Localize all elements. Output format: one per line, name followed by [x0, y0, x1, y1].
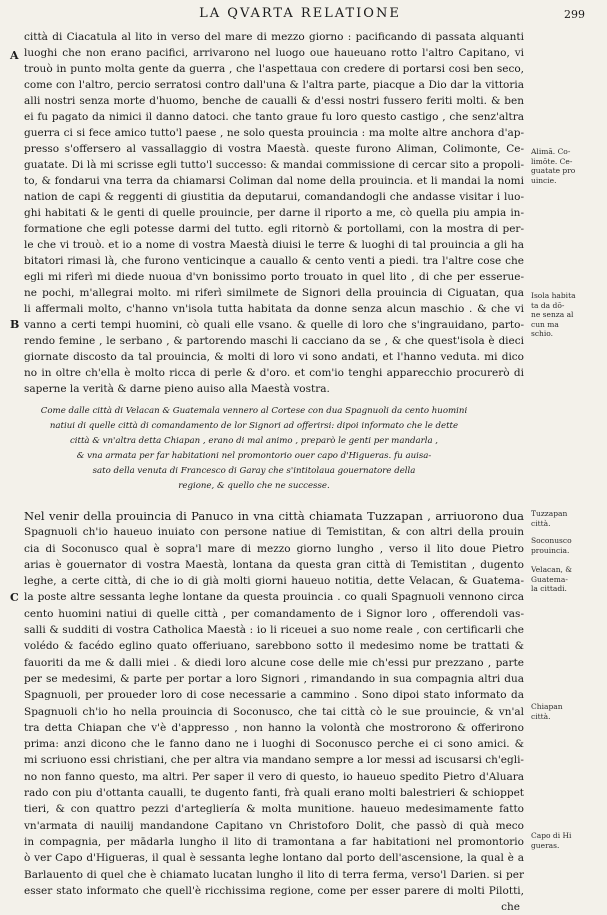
text-line: rendo femine , le serbano , & partorendo maschi li cacciano da se , & che quest'isola è dieci: [24, 335, 524, 347]
text-line: prima: anzi dicono che le fanno dano ne i luoghi di Soconusco perche ei ci sono amici. &: [24, 738, 524, 751]
note-line: guatate pro: [531, 166, 576, 175]
note-line: Isola habita: [531, 291, 576, 300]
note-line: uincie.: [531, 175, 557, 185]
margin-note-higueras: [531, 831, 605, 850]
paragraph-1: [24, 29, 524, 397]
text-line: luoghi che non erano pacifici, arrivarono nel luogo oue haueuano rotto l'altro Capitano, vi: [24, 47, 524, 59]
text-line: per se medesimi, & parte per portar a loro Signori , rimandando in sua compagnia altri dua: [24, 672, 524, 685]
text-line: ghi habitati & le genti di quelle prouincie, per darne il riporto a me, cò quella piu ampia in-: [24, 207, 524, 219]
text-line: cia di Soconusco qual è sopra'l mare di mezzo giorno lungho , verso il lito doue Pietro: [24, 542, 524, 555]
text-line: le che vi trouò. et io a nome di vostra Maestà diuisi le terre & luoghi di tal prouincia a gli ha: [24, 239, 524, 251]
text-line: ei fu pagato da nimici il danno datoci. che tanto graue fu loro questo castigo , che senz'altra: [24, 111, 524, 123]
chapter-summary: [40, 404, 468, 494]
note-line: città.: [531, 518, 551, 528]
folio-number: 299: [564, 8, 585, 21]
margin-note-tuzzapan: [531, 509, 605, 528]
paragraph-2: [24, 508, 524, 915]
text-line: saperne la verità & darne pieno auiso alla Maestà vostra.: [24, 383, 330, 395]
text-line: alli nostri senza morte d'huomo, benche de caualli & d'essi nostri fussero feriti molti. & ben: [24, 95, 524, 107]
note-line: prouincia.: [531, 545, 570, 555]
text-line: in compagnia, per mādarla lungho il lito di tramontana a far habitationi nel promontorio: [24, 835, 524, 848]
margin-note-alimanto: [531, 147, 605, 185]
note-line: Guatema-: [531, 574, 568, 584]
text-line: vanno a certi tempi huomini, cò quali elle vsano. & quelle di loro che s'ingrauidano, parto-: [24, 319, 524, 331]
text-line: presso s'offersero al vassallaggio di vostra Maestà. queste furono Aliman, Colimonte, Ce-: [24, 143, 524, 155]
text-line: trouò in punto molta gente da guerra , che l'aspettaua con credere di portarsi cosi ben seco,: [24, 63, 524, 75]
summary-line: Come dalle città di Velacan & Guatemala vennero al Cortese con dua Spagnuoli da cento huomini: [40, 406, 468, 416]
text-line: guatate. Di là mi scrisse egli tutto'l successo: & mandai commissione di cercar sito a propoli-: [24, 159, 524, 171]
text-line: egli mi riferì mi diede nuoua d'vn bonissimo porto trouato in quel lito , di che per esserue-: [24, 271, 524, 283]
summary-line: & vna armata per far habitationi nel promontorio ouer capo d'Higueras. fu auisa-: [76, 451, 432, 461]
text-line: formatione che egli potesse darmi del tutto. egli ritornò & portollami, con la mostra di per-: [24, 223, 524, 235]
text-line: tieri, & con quattro pezzi d'artegliería & molta munitione. haueuo medesimamente fatto: [24, 803, 524, 816]
note-line: Capo di Hi: [531, 831, 572, 840]
text-line: leghe, a certe città, di che io di già molti giorni haueuo notitia, dette Velacan, & Guatema-: [24, 575, 524, 588]
text-line: tra detta Chiapan che v'è d'appresso , non hanno la volontà che mostrorono & offerirono: [24, 721, 524, 734]
text-line: giornate discosto da tal prouincia, & molti di loro vi sono andati, et l'hanno veduta. mi dico: [24, 351, 524, 363]
note-line: Velacan, &: [531, 565, 572, 574]
note-line: ta da dō-: [531, 300, 565, 310]
text-line: guerra ci si fece amico tutto'l paese , ne solo questa prouincia : ma molte altre anchora d'ap-: [24, 127, 524, 139]
note-line: schio.: [531, 329, 554, 338]
note-line: cun ma: [531, 319, 559, 329]
margin-note-chiapan: [531, 702, 605, 721]
margin-note-isola: [531, 291, 605, 339]
text-line: fauoriti da me & dalli miei . & diedi loro alcune cose delle mie ch'essi pur prezzano , parte: [24, 656, 524, 669]
text-line: bitatori rimasi là, che furono venticinque a cauallo & cento venti a piedi. tra l'altre cose che: [24, 255, 524, 267]
note-line: Soconusco: [531, 536, 572, 545]
text-line: rado con piu d'ottanta caualli, te dugento fanti, frà quali erano molti balestrieri & schioppet: [24, 787, 524, 800]
text-line: cento huomini natiui di quelle città , per comandamento de i Signor loro , offerendoli vas-: [24, 607, 524, 620]
text-line: no non fanno questo, ma altri. Per saper il vero di questo, io haueuo spedito Pietro d'Aluara: [24, 770, 524, 783]
text-line: città di Ciacatula al lito in verso del mare di mezzo giorno : pacificando di passata alquanti: [24, 31, 524, 43]
text-line: esser stato informato che quell'è ricchissima regione, come per esser parere di molti Pilotti,: [24, 884, 524, 897]
text-line: la poste altre sessanta leghe lontane da questa prouincia . co quali Spagnuoli vennono circa: [24, 591, 524, 604]
note-line: gueras.: [531, 840, 560, 850]
text-line: ne pochi, m'allegrai molto. mi riferì similmete de Signori della prouincia di Ciguatan, qua: [24, 287, 524, 299]
summary-line: sato della venuta di Francesco di Garay che s'intitolaua gouernatore della: [92, 466, 416, 476]
text-line: no in oltre ch'ella è molto ricca di perle & d'oro. et com'io tenghi apparecchio procurerò di: [24, 367, 524, 379]
note-line: Alimā. Co-: [531, 147, 571, 156]
margin-note-soconusco: [531, 536, 605, 555]
text-line: arias è gouernator di vostra Maestà, lontana da questa gran città di Temistitan , dugento: [24, 558, 524, 571]
note-line: Tuzzapan: [531, 509, 568, 518]
text-line: Spagnuoli ch'io haueuo inuiato con persone natiue di Temistitan, & con altri della prouin: [24, 526, 524, 539]
section-letter-a: A: [10, 49, 19, 62]
summary-line: città & vn'altra detta Chiapan , erano di mal animo , preparò le genti per mandarla ,: [69, 436, 439, 446]
section-letter-b: B: [10, 318, 20, 331]
text-line: to, & fondarui vna terra da chiamarsi Coliman dal nome della prouincia. et li mandai la nomi: [24, 175, 524, 187]
note-line: limōte. Ce-: [531, 156, 573, 166]
catchword: che: [501, 901, 520, 914]
text-line: Barlauento di quel che è chiamato lucatan lungho il lito di terra ferma, verso'l Darien. si per: [24, 868, 524, 881]
page-header: [0, 6, 607, 24]
text-line: come con l'altro, percio serratosi contro dall'una & l'altra parte, piacque a Dio dar la vittoria: [24, 79, 524, 91]
text-line: li affermali molto, c'hanno vn'isola tutta habitata da donne senza alcun maschio . & che vi: [24, 303, 524, 315]
text-line: ò ver Capo d'Higueras, il qual è sessanta leghe lontano dal porto dell'ascensione, la qual è a: [24, 852, 524, 865]
section-letter-c: C: [10, 591, 19, 604]
text-line: volédo & facédo eglino quato offeriuano, sarebbono sotto il medesimo nome be trattati &: [24, 640, 524, 653]
text-line: nation de capi & reggenti di giustitia da deputarui, comandandogli che andasse visitar i luo-: [24, 191, 524, 203]
note-line: la cittadi.: [531, 584, 567, 593]
summary-line: natiui di quelle città di comandamento de lor Signori ad offerirsi: dipoi informato che le dette: [49, 421, 459, 431]
text-line: vn'armata di nauilij mandandone Capitano vn Christoforo Dolit, che passò di quà meco: [24, 819, 524, 832]
summary-line: regione, & quello che ne successe.: [178, 481, 330, 491]
note-line: Chiapan: [531, 702, 563, 711]
text-line: salli & sudditi di vostra Catholica Maestà : io li riceuei a suo nome reale , con certificarli che: [24, 624, 524, 637]
note-line: ne senza al: [531, 310, 574, 319]
text-line: Spagnuoli ch'io ho nella prouincia di Soconusco, che tai città cò le sue prouincie, & vn'al: [24, 705, 524, 718]
margin-note-velacan: [531, 565, 605, 594]
note-line: città.: [531, 711, 551, 721]
text-line: mi scriuono essi christiani, che per altra via mandano sempre a lor messi ad iscusarsi ch'egli-: [24, 754, 524, 767]
running-head: LA QVARTA RELATIONE: [199, 6, 401, 21]
text-line: Spagnuoli, per proueder loro di cose necessarie a cammino . Sono dipoi stato informato da: [24, 689, 524, 702]
text-line: Nel venir della prouincia di Panuco in vna città chiamata Tuzzapan , arriuorono dua: [24, 509, 524, 523]
